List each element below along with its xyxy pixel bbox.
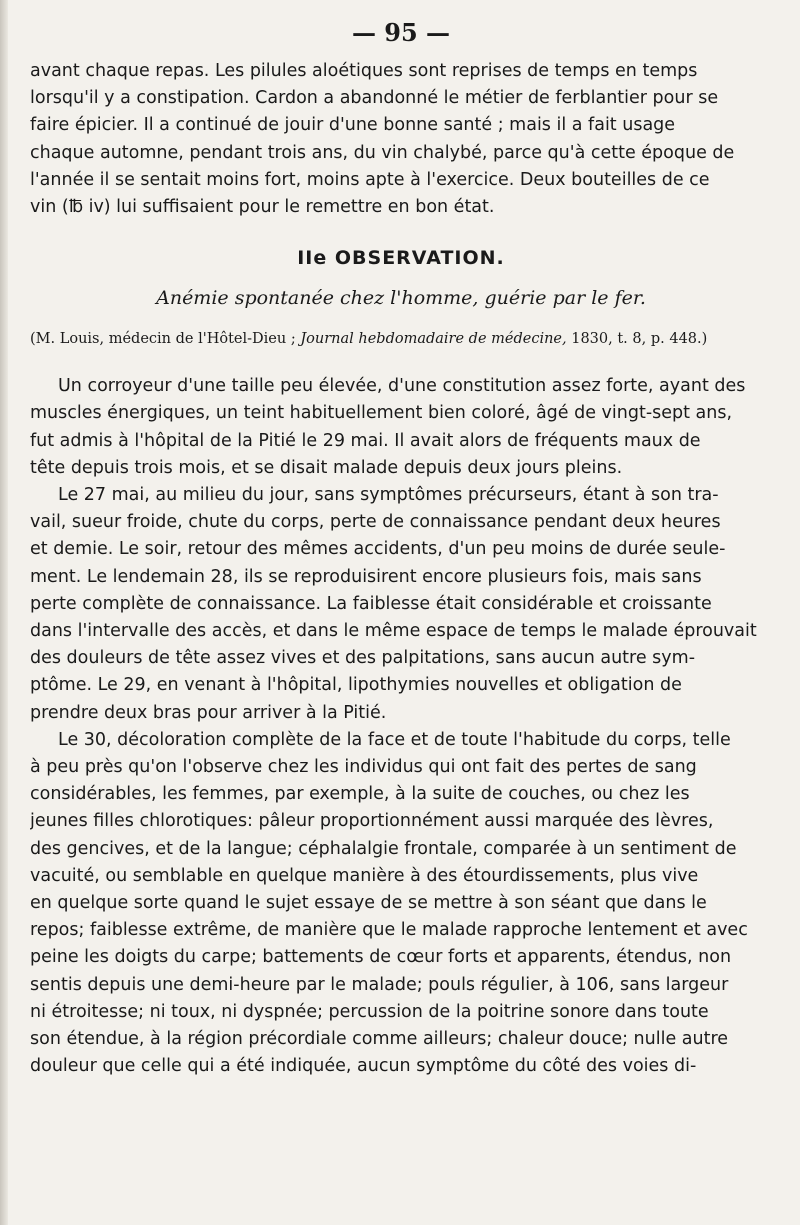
text-line: ptôme. Le 29, en venant à l'hôpital, lipothymies nouvelles et obligation de [30, 675, 682, 696]
book-page [30, 18, 772, 1081]
intro-paragraph [30, 58, 772, 221]
text-line: chaque automne, pendant trois ans, du vin chalybé, parce qu'à cette époque de [30, 142, 735, 163]
text-line: tête depuis trois mois, et se disait malade depuis deux jours pleins. [30, 457, 623, 478]
text-line: fut admis à l'hôpital de la Pitié le 29 mai. Il avait alors de fréquents maux de [30, 430, 701, 451]
text-line: à peu près qu'on l'observe chez les individus qui ont fait des pertes de sang [30, 757, 697, 778]
paragraph-2 [30, 482, 772, 727]
text-line: des gencives, et de la langue; céphalalgie frontale, comparée à un sentiment de [30, 838, 737, 859]
text-line: douleur que celle qui a été indiquée, aucun symptôme du côté des voies di- [30, 1056, 697, 1077]
text-line: Le 30, décoloration complète de la face et de toute l'habitude du corps, telle [58, 729, 731, 750]
text-line: son étendue, à la région précordiale comme ailleurs; chaleur douce; nulle autre [30, 1029, 729, 1050]
text-line: ni étroitesse; ni toux, ni dyspnée; percussion de la poitrine sonore dans toute [30, 1001, 709, 1022]
text-line: et demie. Le soir, retour des mêmes accidents, d'un peu moins de durée seule- [30, 539, 726, 560]
reference-details: 1830, t. 8, p. 448.) [571, 331, 708, 348]
text-line: muscles énergiques, un teint habituellement bien coloré, âgé de vingt-sept ans, [30, 403, 733, 424]
text-line: Un corroyeur d'une taille peu élevée, d'une constitution assez forte, ayant des [58, 376, 746, 397]
section-subtitle: Anémie spontanée chez l'homme, guérie par le fer. [156, 287, 646, 310]
text-line: jeunes filles chlorotiques: pâleur proportionnément aussi marquée des lèvres, [30, 811, 714, 832]
text-line: en quelque sorte quand le sujet essaye de se mettre à son séant que dans le [30, 893, 707, 914]
section-heading: IIe OBSERVATION. [297, 247, 505, 270]
reference-journal: Journal hebdomadaire de médecine, [300, 331, 567, 348]
page-number: — 95 — [351, 18, 451, 47]
text-line: faire épicier. Il a continué de jouir d'une bonne santé ; mais il a fait usage [30, 115, 676, 136]
text-line: lorsqu'il y a constipation. Cardon a abandonné le métier de ferblantier pour se [30, 88, 719, 109]
text-line: dans l'intervalle des accès, et dans le même espace de temps le malade éprouvait [30, 621, 757, 642]
text-line: peine les doigts du carpe; battements de cœur forts et apparents, étendus, non [30, 947, 732, 968]
text-line: considérables, les femmes, par exemple, à la suite de couches, ou chez les [30, 784, 690, 805]
text-line: vacuité, ou semblable en quelque manière à des étourdissements, plus vive [30, 865, 699, 886]
text-line: l'année il se sentait moins fort, moins apte à l'exercice. Deux bouteilles de ce [30, 169, 710, 190]
text-line: repos; faiblesse extrême, de manière que le malade rapproche lentement et avec [30, 920, 748, 941]
text-line: sentis depuis une demi-heure par le malade; pouls régulier, à 106, sans largeur [30, 974, 729, 995]
text-line: perte complète de connaissance. La faiblesse était considérable et croissante [30, 593, 712, 614]
text-line: ment. Le lendemain 28, ils se reproduisirent encore plusieurs fois, mais sans [30, 566, 702, 587]
text-line: vin (℔ iv) lui suffisaient pour le remettre en bon état. [30, 197, 495, 218]
reference-citation [30, 331, 772, 347]
text-line: des douleurs de tête assez vives et des palpitations, sans aucun autre sym- [30, 648, 696, 669]
text-line: prendre deux bras pour arriver à la Pitié. [30, 702, 387, 723]
paragraph-3 [30, 727, 772, 1081]
text-line: Le 27 mai, au milieu du jour, sans symptômes précurseurs, étant à son tra- [58, 485, 719, 506]
text-line: vail, sueur froide, chute du corps, perte de connaissance pendant deux heures [30, 512, 721, 533]
paragraph-1 [30, 373, 772, 482]
reference-author: (M. Louis, médecin de l'Hôtel-Dieu ; [30, 331, 296, 348]
book-spine-shadow [0, 0, 8, 1225]
text-line: avant chaque repas. Les pilules aloétiques sont reprises de temps en temps [30, 61, 698, 81]
